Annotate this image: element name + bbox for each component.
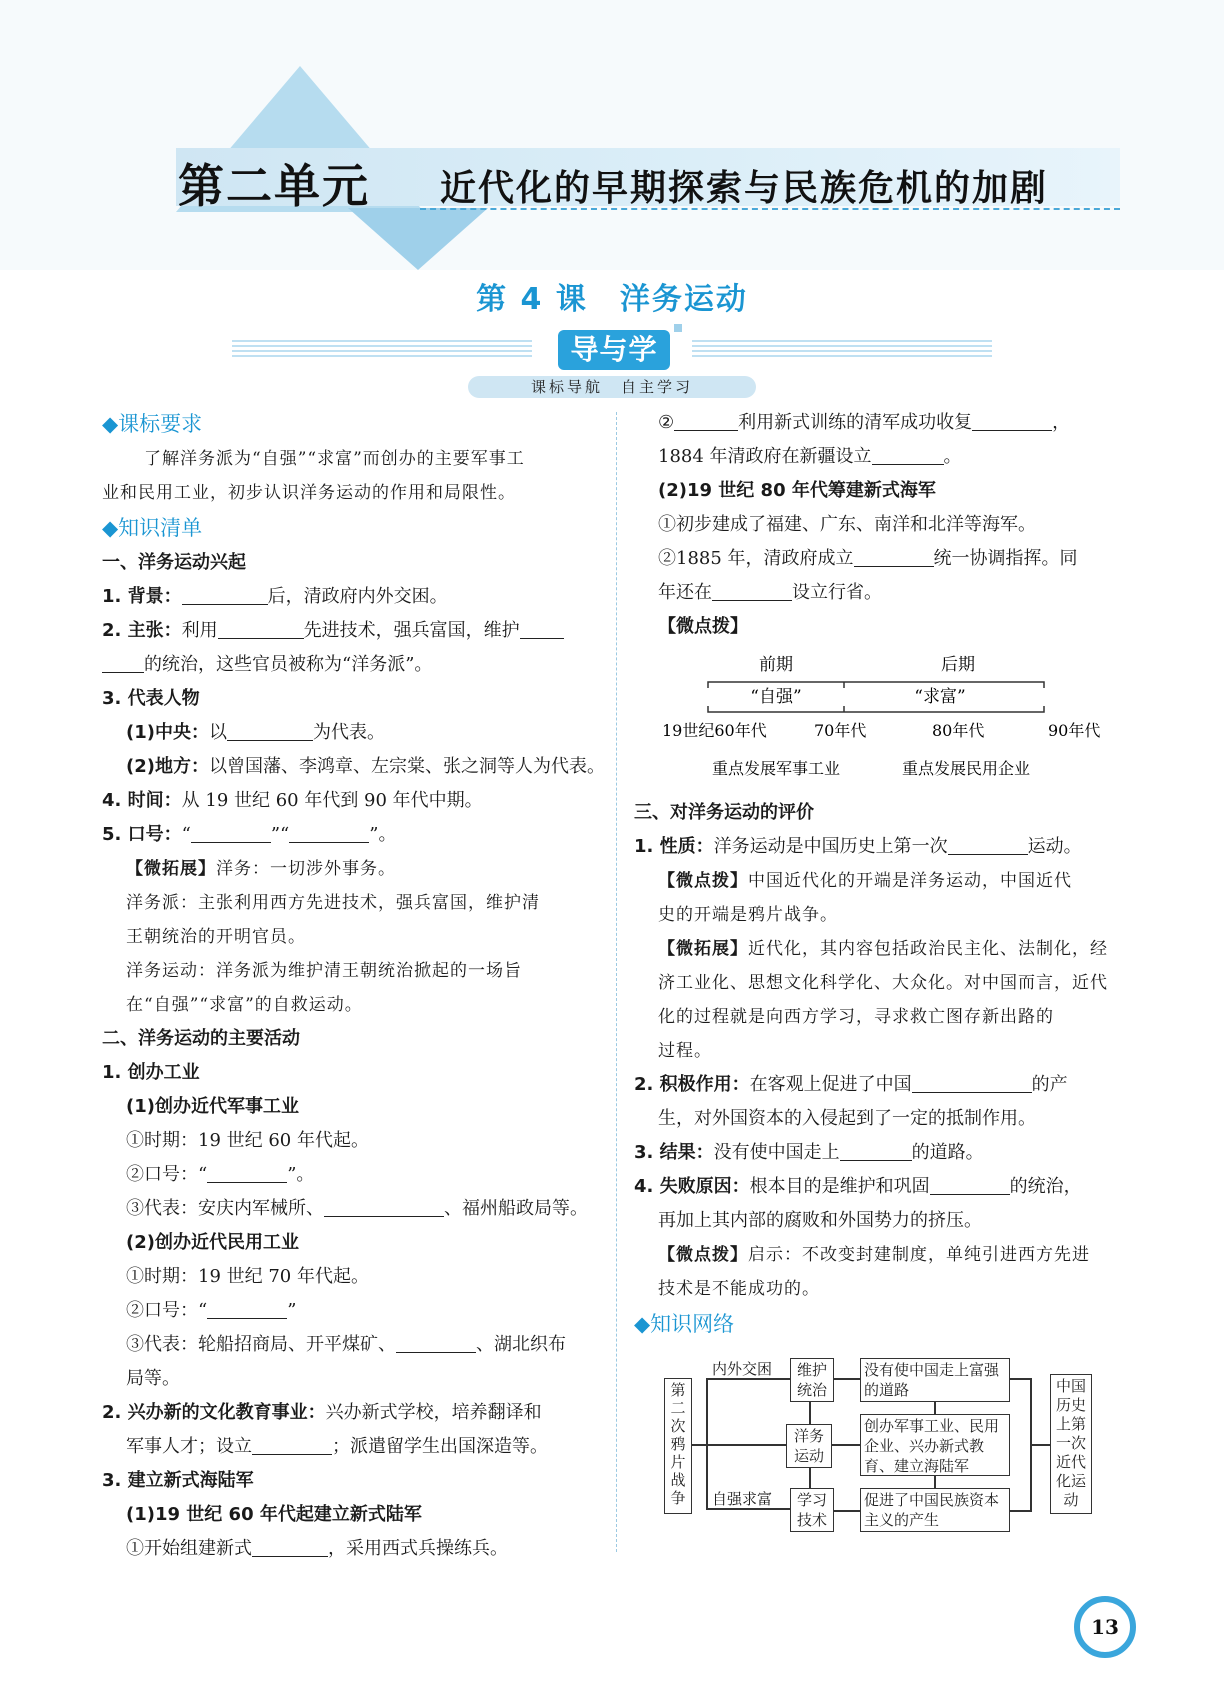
navy-3: 年还在 设立行省。 [658, 582, 882, 603]
timeline-tick-4: 90年代 [1048, 721, 1101, 740]
decor-triangle-down [348, 208, 488, 270]
bo2-line-2: 史的开端是鸦片战争。 [658, 905, 838, 925]
item-failure-cont: 再加上其内部的腐败和外国势力的挤压。 [658, 1210, 982, 1231]
badge-dot-icon [674, 324, 682, 332]
box-yangwu: 洋务运动 [786, 1424, 832, 1468]
blank-xinjiang [972, 410, 1052, 431]
right-column-top [634, 406, 1134, 644]
civ-rep-cont: 局等。 [126, 1368, 180, 1389]
unit-title: 第二单元 [178, 159, 370, 213]
right-column-bottom [634, 796, 1134, 1342]
left-column [102, 406, 605, 1566]
civ-time: ①时期：19 世纪 70 年代起。 [126, 1266, 369, 1287]
guide-badge: 导与学 [558, 330, 670, 370]
tuo2-line-1: 【微拓展】近代化，其内容包括政治民主化、法制化，经 [658, 939, 1108, 959]
item-nature: 1. 性质：洋务运动是中国历史上第一次 运动。 [634, 836, 1082, 857]
blank-dynasty-a [520, 618, 564, 639]
box-first-modernization: 中国历史上第一次近代化运动 [1050, 1374, 1092, 1514]
item-result: 3. 结果：没有使中国走上 的道路。 [634, 1142, 984, 1163]
unit-subtitle: 近代化的早期探索与民族危机的加剧 [440, 167, 1049, 209]
box-result-1: 没有使中国走上富强的道路 [860, 1358, 1010, 1402]
item-proposition: 2. 主张：利用 先进技术，强兵富国，维护 [102, 614, 602, 648]
column-divider [616, 412, 617, 1552]
item-education: 2. 兴办新的文化教育事业：兴办新式学校，培养翻译和 [102, 1402, 542, 1423]
tuo-line-3: 王朝统治的开明官员。 [126, 927, 306, 947]
heading-evaluation: 三、对洋务运动的评价 [634, 802, 814, 823]
blank-civ-rep [396, 1332, 476, 1353]
bo2-line-1: 【微点拨】中国近代化的开端是洋务运动，中国近代 [658, 871, 1072, 891]
tuo-line-4: 洋务运动：洋务派为维护清王朝统治掀起的一场旨 [126, 961, 522, 981]
tuo-line-1: 【微拓展】洋务：一切涉外事务。 [126, 859, 396, 879]
kebiao-line-2: 业和民用工业，初步认识洋务运动的作用和局限性。 [102, 483, 516, 503]
timeline-focus-military: 重点发展军事工业 [711, 759, 841, 778]
navy-2: ②1885 年，清政府成立 统一协调指挥。同 [658, 548, 1078, 569]
connector [834, 1510, 860, 1512]
bo-label: 【微点拨】 [658, 616, 748, 637]
blank-province [872, 444, 944, 465]
timeline-early: 前期 [759, 655, 793, 675]
item-proposition-cont: 的统治，这些官员被称为“洋务派”。 [102, 648, 602, 682]
civ-rep: ③代表：轮船招商局、开平煤矿、 、湖北织布 [126, 1334, 566, 1355]
item-military-industry: (1)创办近代军事工业 [126, 1096, 299, 1117]
timeline-tick-1: 19世纪60年代 [662, 721, 767, 740]
mil-slogan: ②口号：“ ”。 [126, 1164, 315, 1185]
box-opium-war: 第二次鸦片战争 [664, 1378, 692, 1514]
item-civil-industry: (2)创办近代民用工业 [126, 1232, 299, 1253]
item-time: 4. 时间：从 19 世纪 60 年代到 90 年代中期。 [102, 790, 483, 811]
mil-rep: ③代表：安庆内军械所、 、福州船政局等。 [126, 1198, 588, 1219]
civ-slogan: ②口号：“ ” [126, 1300, 297, 1321]
box-weihu: 维护统治 [790, 1358, 834, 1402]
item-army: (1)19 世纪 60 年代起建立新式陆军 [126, 1504, 422, 1525]
blank-dynasty-b [102, 652, 144, 673]
heading-rise: 一、洋务运动兴起 [102, 552, 246, 573]
blank-slogan-2 [289, 822, 369, 843]
blank-general [674, 410, 738, 431]
blank-mil-slogan [207, 1162, 287, 1183]
connector [1010, 1378, 1030, 1380]
bo3-line-1: 【微点拨】启示：不改变封建制度，单纯引进西方先进 [658, 1245, 1090, 1265]
connector [832, 1444, 860, 1446]
section-zhishi: ◆知识清单 [102, 516, 203, 540]
timeline-late: 后期 [941, 655, 975, 675]
item-central: (1)中央：以 为代表。 [126, 722, 385, 743]
item-local: (2)地方：以曾国藩、李鸿章、左宗棠、张之洞等人为代表。 [126, 756, 605, 777]
tuo2-line-2: 济工业化、思想文化科学化、大众化。对中国而言，近代 [658, 973, 1108, 993]
timeline-tick-3: 80年代 [932, 721, 985, 740]
decor-lines-left [232, 340, 532, 358]
connector [809, 1402, 811, 1424]
timeline-tick-2: 70年代 [814, 721, 867, 740]
timeline-diagram [660, 648, 1130, 788]
timeline-qiufu: “求富” [914, 687, 966, 707]
heading-activities: 二、洋务运动的主要活动 [102, 1028, 300, 1049]
tuo-line-5: 在“自强”“求富”的自救运动。 [126, 995, 363, 1015]
bo3-line-2: 技术是不能成功的。 [658, 1279, 820, 1299]
item-figures: 3. 代表人物 [102, 688, 200, 709]
box-result-3: 促进了中国民族资本主义的产生 [860, 1488, 1010, 1532]
blank-slogan-1 [191, 822, 271, 843]
blank-result [840, 1140, 912, 1161]
blank-west [218, 618, 304, 639]
blank-nature [948, 834, 1028, 855]
blank-army [252, 1536, 328, 1557]
timeline-focus-civil: 重点发展民用企业 [901, 759, 1031, 778]
timeline-ziqiang: “自强” [750, 687, 802, 707]
lesson-title: 第 4 课 洋务运动 [476, 282, 748, 317]
box-xuexi: 学习技术 [790, 1488, 834, 1532]
connector [934, 1402, 936, 1414]
label-neiwai: 内外交困 [712, 1360, 773, 1378]
blank-positive [912, 1072, 1032, 1093]
connector [706, 1378, 708, 1508]
blank-taiwan [712, 580, 792, 601]
connector [834, 1378, 860, 1380]
blank-civ-slogan [207, 1298, 287, 1319]
title-dashed-line [420, 208, 1120, 210]
section-kebiao: ◆课标要求 [102, 412, 203, 436]
item-navy: (2)19 世纪 80 年代筹建新式海军 [658, 480, 936, 501]
decor-lines-right [692, 340, 992, 358]
blank-education [252, 1434, 332, 1455]
kebiao-line-1: 了解洋务派为“自强”“求富”而创办的主要军事工 [144, 449, 525, 469]
army-1: ①开始组建新式 ，采用西式兵操练兵。 [126, 1538, 508, 1559]
army-3: 1884 年清政府在新疆设立 。 [658, 446, 962, 467]
blank-failure [930, 1174, 1010, 1195]
navy-1: ①初步建成了福建、广东、南洋和北洋等海军。 [658, 514, 1036, 535]
connector [1010, 1510, 1030, 1512]
tuo2-line-3: 化的过程就是向西方学习，寻求救亡图存新出路的 [658, 1007, 1054, 1027]
army-2: ② 利用新式训练的清军成功收复 ， [658, 412, 1071, 433]
knowledge-network [664, 1356, 1094, 1540]
item-positive-cont: 生，对外国资本的入侵起到了一定的抵制作用。 [658, 1108, 1036, 1129]
item-background: 1. 背景： 后，清政府内外交困。 [102, 586, 448, 607]
box-result-2: 创办军事工业、民用企业、兴办新式教育、建立海陆军 [860, 1414, 1010, 1476]
mil-time: ①时期：19 世纪 60 年代起。 [126, 1130, 369, 1151]
connector [934, 1476, 936, 1488]
item-industry: 1. 创办工业 [102, 1062, 200, 1083]
blank-background [182, 584, 268, 605]
tuo-line-2: 洋务派：主张利用西方先进技术，强兵富国，维护清 [126, 893, 540, 913]
connector [1030, 1444, 1050, 1446]
blank-mil-rep [324, 1196, 444, 1217]
section-wangluo: ◆知识网络 [634, 1312, 735, 1336]
tuo2-line-4: 过程。 [658, 1041, 712, 1061]
blank-central [227, 720, 313, 741]
item-failure: 4. 失败原因：根本目的是维护和巩固 的统治， [634, 1176, 1082, 1197]
item-education-cont: 军事人才；设立 ；派遣留学生出国深造等。 [126, 1436, 548, 1457]
item-positive: 2. 积极作用：在客观上促进了中国 的产 [634, 1074, 1068, 1095]
item-army-navy: 3. 建立新式海陆军 [102, 1470, 254, 1491]
badge-subtitle: 课标导航 自主学习 [468, 376, 756, 398]
label-ziqiang: 自强求富 [712, 1490, 773, 1508]
connector [809, 1468, 811, 1488]
page-number: 13 [1074, 1596, 1136, 1658]
blank-navy-office [854, 546, 934, 567]
item-slogan: 5. 口号：“ ”“ ”。 [102, 824, 397, 845]
